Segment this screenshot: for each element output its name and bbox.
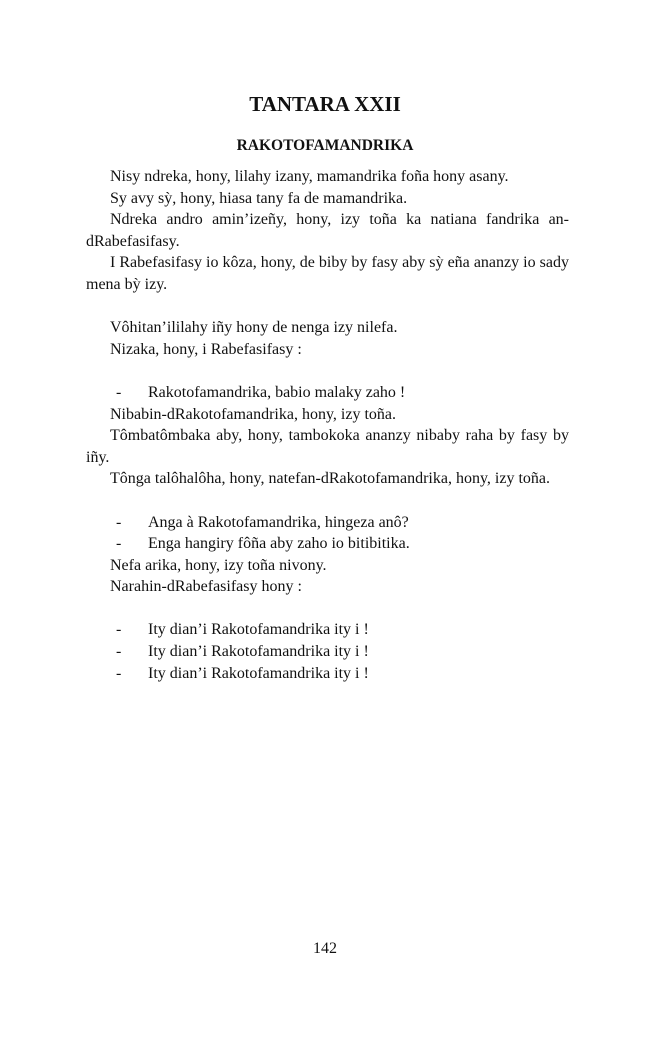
- paragraph: Narahin-dRabefasifasy hony :: [110, 578, 302, 596]
- dialogue-line: [86, 382, 569, 404]
- paragraph: I Rabefasifasy io kôza, hony, de biby by fasy aby sỳ eña ananzy io sady mena bỳ izy.: [86, 254, 569, 293]
- paragraph: Tônga talôhalôha, hony, natefan-dRakotofamandrika, hony, izy toña.: [110, 470, 551, 488]
- dialogue-line: [86, 663, 569, 685]
- dialogue-text: Ity dian’i Rakotofamandrika ity i !: [148, 621, 369, 639]
- paragraph: Nefa arika, hony, izy toña nivony.: [110, 556, 327, 574]
- dash: -: [116, 383, 122, 401]
- dialogue-text: Anga à Rakotofamandrika, hingeza anô?: [148, 513, 409, 531]
- dash: -: [116, 643, 122, 661]
- dialogue-line: [86, 512, 569, 534]
- dash: -: [116, 621, 122, 639]
- paragraph: Vôhitan’ililahy iñy hony de nenga izy nilefa.: [110, 319, 398, 337]
- dialogue-line: [86, 619, 569, 641]
- paragraph: Nisy ndreka, hony, lilahy izany, mamandrika foña hony asany.: [110, 168, 509, 185]
- paragraph: Nizaka, hony, i Rabefasifasy :: [110, 340, 302, 358]
- paragraph: Ndreka andro amin’izeñy, hony, izy toña ka natiana fandrika an-dRabefasifasy.: [86, 211, 569, 250]
- paragraph: Nibabin-dRakotofamandrika, hony, izy toña.: [110, 405, 396, 423]
- dialogue-text: Enga hangiry fôña aby zaho io bitibitika.: [148, 535, 410, 553]
- dash: -: [116, 513, 122, 531]
- dialogue-line: [86, 641, 569, 663]
- dialogue-text: Ity dian’i Rakotofamandrika ity i !: [148, 664, 369, 682]
- dialogue-text: Rakotofamandrika, babio malaky zaho !: [148, 383, 406, 401]
- chapter-subtitle: RAKOTOFAMANDRIKA: [236, 137, 414, 154]
- chapter-title: TANTARA XXII: [249, 92, 401, 116]
- dash: -: [116, 535, 122, 553]
- page-body: [86, 166, 569, 684]
- paragraph: Tômbatômbaka aby, hony, tambokoka ananzy nibaby raha by fasy by iñy.: [86, 427, 569, 466]
- dash: -: [116, 664, 122, 682]
- dialogue-line: [86, 533, 569, 555]
- page-number: 142: [313, 940, 337, 957]
- paragraph: Sy avy sỳ, hony, hiasa tany fa de mamandrika.: [110, 189, 408, 207]
- dialogue-text: Ity dian’i Rakotofamandrika ity i !: [148, 643, 369, 661]
